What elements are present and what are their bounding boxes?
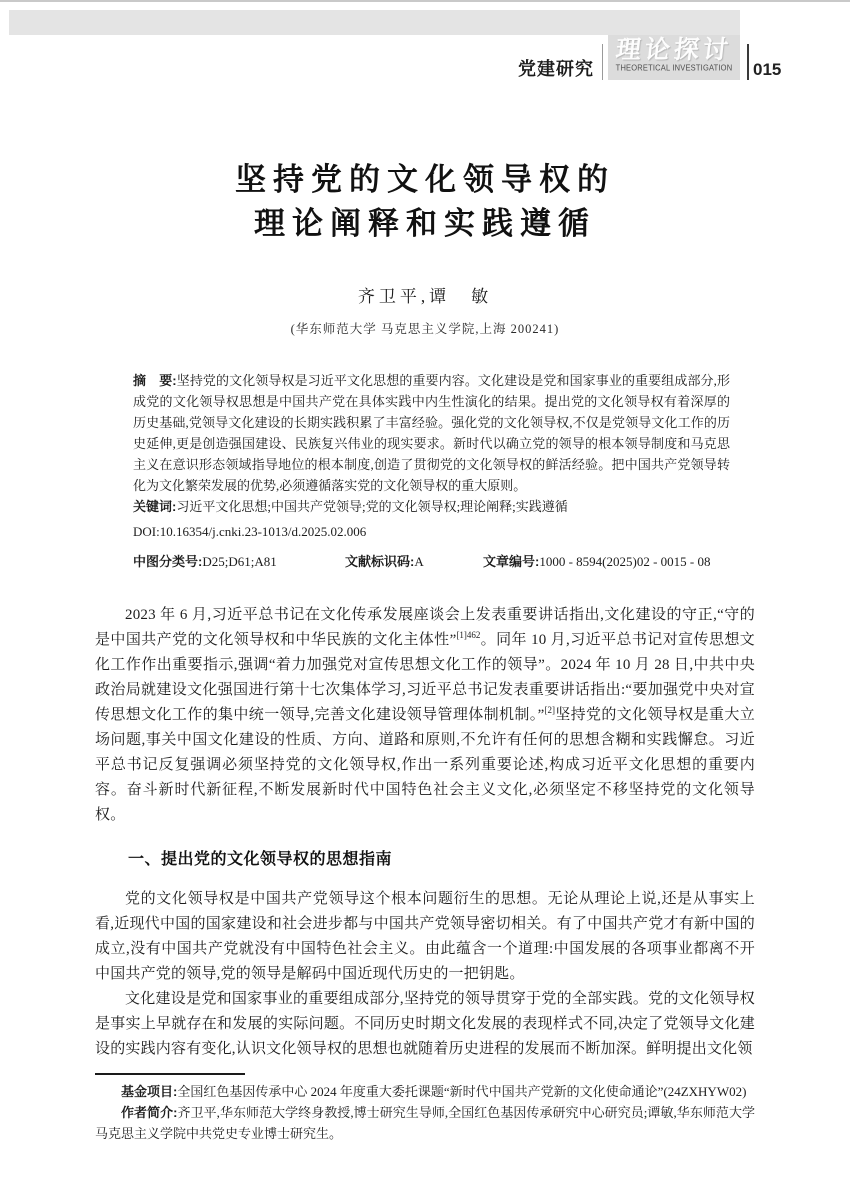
footnote-divider — [95, 1073, 245, 1075]
body-text — [95, 603, 755, 1062]
body-paragraph-1 — [95, 603, 755, 828]
citation-superscript-2: [2] — [544, 705, 556, 715]
column-title: 党建研究 — [518, 59, 594, 79]
clc-label: 中图分类号: — [133, 554, 203, 569]
paragraph-text: 坚持党的文化领导权是重大立场问题,事关中国文化建设的性质、方向、道路和原则,不允许有任何的思想含糊和实践懈怠。习近平总书记反复强调必须坚持党的文化领导权,作出一系列重要论述,构成习近平文化思想的重要内容。奋斗新时代新征程,不断发展新时代中国特色社会主义文化,必须坚定不移坚持党的文化领导权。 — [95, 707, 755, 823]
keywords-row — [133, 496, 730, 517]
doc-code-label: 文献标识码: — [345, 554, 415, 569]
meta-block — [133, 370, 730, 572]
clc-item — [133, 551, 345, 572]
clc-value: D25;D61;A81 — [202, 554, 277, 569]
affiliation-line: (华东师范大学 马克思主义学院,上海 200241) — [290, 322, 560, 336]
fund-project-note — [95, 1081, 755, 1102]
article-id-item — [483, 551, 730, 572]
author-bio-note — [95, 1102, 755, 1144]
body-paragraph-2: 党的文化领导权是中国共产党领导这个根本问题衍生的思想。无论从理论上说,还是从事实上看,近现代中国的国家建设和社会进步都与中国共产党领导密切相关。有了中国共产党才有新中国的成立,没有中国共产党就没有中国特色社会主义。由此蕴含一个道理:中国发展的各项事业都离不开中国共产党的领导,党的领导是解码中国近现代历史的一把钥匙。 — [95, 891, 755, 982]
section-1-heading: 一、提出党的文化领导权的思想指南 — [128, 851, 393, 868]
doc-code-item — [345, 551, 483, 572]
paragraph-text: 2023 年 6 月,习近平总书记在文化传承发展座谈会上发表重要讲话指出,文化建设的守正,“守的是中国共产党的文化领导权和中华民族的文化主体性” — [95, 607, 755, 648]
fund-label: 基金项目: — [121, 1084, 178, 1099]
article-content — [95, 0, 755, 1144]
title-line-1: 坚持党的文化领导权的 — [235, 162, 615, 197]
authors-line: 齐卫平,谭 敏 — [357, 287, 493, 306]
abstract-label: 摘 要: — [133, 373, 177, 388]
footnotes-block — [95, 1081, 755, 1144]
journal-logo-calligraphy: 理论探讨 — [614, 35, 734, 64]
title-line-2: 理论阐释和实践遵循 — [254, 206, 596, 241]
abstract-text: 坚持党的文化领导权是习近平文化思想的重要内容。文化建设是党和国家事业的重要组成部分,形成党的文化领导权思想是中国共产党在具体实践中内生性演化的结果。提出党的文化领导权有着深厚的历史基础,党领导文化建设的长期实践积累了丰富经验。强化党的文化领导权,不仅是党领导文化工作的历史延伸,更是创造强国建设、民族复兴伟业的现实要求。新时代以确立党的领导的根本领导制度和马克思主义在意识形态领域指导地位的根本制度,创造了贯彻党的文化领导权的鲜活经验。把中国共产党领导转化为文化繁荣发展的优势,必须遵循落实党的文化领导权的重大原则。 — [133, 373, 730, 493]
fund-text: 全国红色基因传承中心 2024 年度重大委托课题“新时代中国共产党新的文化使命通论”(24ZXHYW02) — [177, 1084, 747, 1099]
body-paragraph-3: 文化建设是党和国家事业的重要组成部分,坚持党的领导贯穿于党的全部实践。党的文化领导权是事实上早就存在和发展的实际问题。不同历史时期文化发展的表现样式不同,决定了党领导文化建设的实践内容有变化,认识文化领导权的思想也就随着历史进程的发展而不断加深。鲜明提出文化领 — [95, 991, 755, 1057]
article-title — [95, 0, 755, 246]
article-id-value: 1000 - 8594(2025)02 - 0015 - 08 — [539, 554, 711, 569]
keywords-text: 习近平文化思想;中国共产党领导;党的文化领导权;理论阐释;实践遵循 — [176, 499, 568, 514]
bio-text: 齐卫平,华东师范大学终身教授,博士研究生导师,全国红色基因传承研究中心研究员;谭敏,华东师范大学马克思主义学院中共党史专业博士研究生。 — [95, 1105, 755, 1141]
bio-label: 作者简介: — [121, 1105, 178, 1120]
journal-logo-english: THEORETICAL INVESTIGATION — [615, 62, 733, 73]
article-id-label: 文章编号: — [483, 554, 540, 569]
citation-superscript-1: [1]462 — [456, 630, 481, 640]
doc-code-value: A — [414, 554, 424, 569]
paragraph-text: 。同年 10 月,习近平总书记对宣传思想文化工作作出重要指示,强调“着力加强党对宣传思想文化工作的领导”。2024 年 10 月 28 日,中共中央政治局就建设文化强国进行第十七次集体学习,习近平总书记发表重要讲话指出:“要加强党中央对宣传思想文化工作的集中统一领导,完善文化建设领导管理体制机制。” — [95, 632, 755, 723]
doi-line: DOI:10.16354/j.cnki.23-1013/d.2025.02.006 — [133, 524, 367, 539]
keywords-label: 关键词: — [133, 499, 177, 514]
classification-row — [133, 551, 730, 572]
page-number: 015 — [753, 60, 782, 79]
abstract-paragraph — [133, 370, 730, 496]
